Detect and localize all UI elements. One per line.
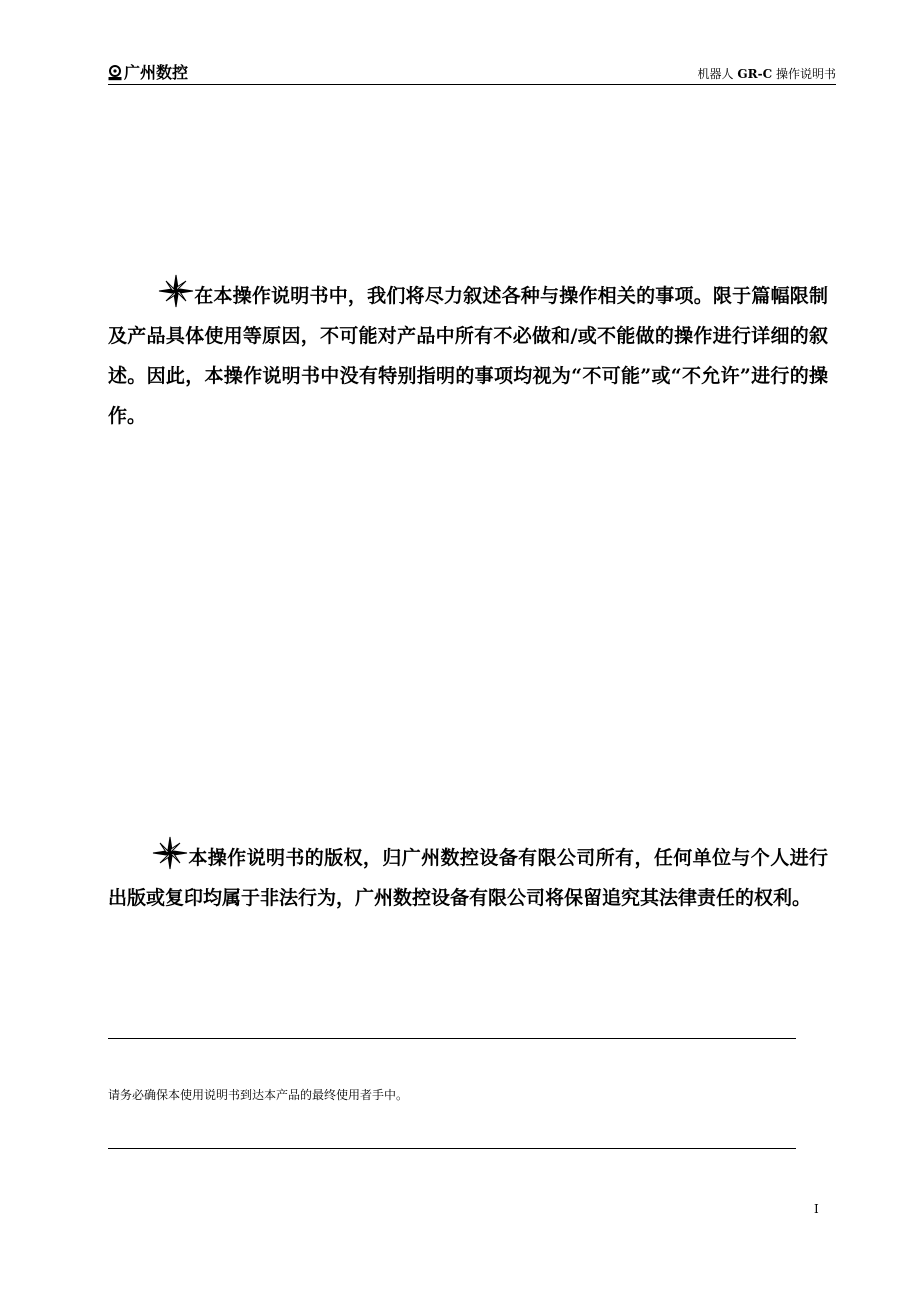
doc-title-prefix: 机器人 [697, 67, 734, 81]
page-header [108, 60, 836, 85]
compass-star-icon [152, 836, 188, 870]
logo-text: 广州数控 [124, 63, 189, 82]
disclaimer-text: 在本操作说明书中，我们将尽力叙述各种与操作相关的事项。限于篇幅限制及产品具体使用等原因，不可能对产品中所有不必做和/或不能做的操作进行详细的叙述。因此，本操作说明书中没有特别指明的事项均视为“不可能”或“不允许”进行的操作。 [108, 285, 828, 427]
copyright-paragraph [108, 836, 828, 918]
copyright-text: 本操作说明书的版权，归广州数控设备有限公司所有，任何单位与个人进行出版或复印均属于非法行为，广州数控设备有限公司将保留追究其法律责任的权利。 [108, 847, 828, 909]
divider-top [108, 1038, 796, 1039]
compass-star-icon [158, 274, 194, 308]
end-user-notice: 请务必确保本使用说明书到达本产品的最终使用者手中。 [108, 1088, 409, 1102]
document-title [698, 67, 836, 81]
doc-title-suffix: 操作说明书 [775, 67, 836, 81]
gsk-logo-icon [108, 65, 122, 81]
divider-bottom [108, 1148, 796, 1149]
doc-title-model: GR-C [737, 67, 773, 81]
disclaimer-paragraph [108, 274, 828, 436]
company-logo [108, 63, 188, 83]
page-number: I [814, 1202, 819, 1216]
